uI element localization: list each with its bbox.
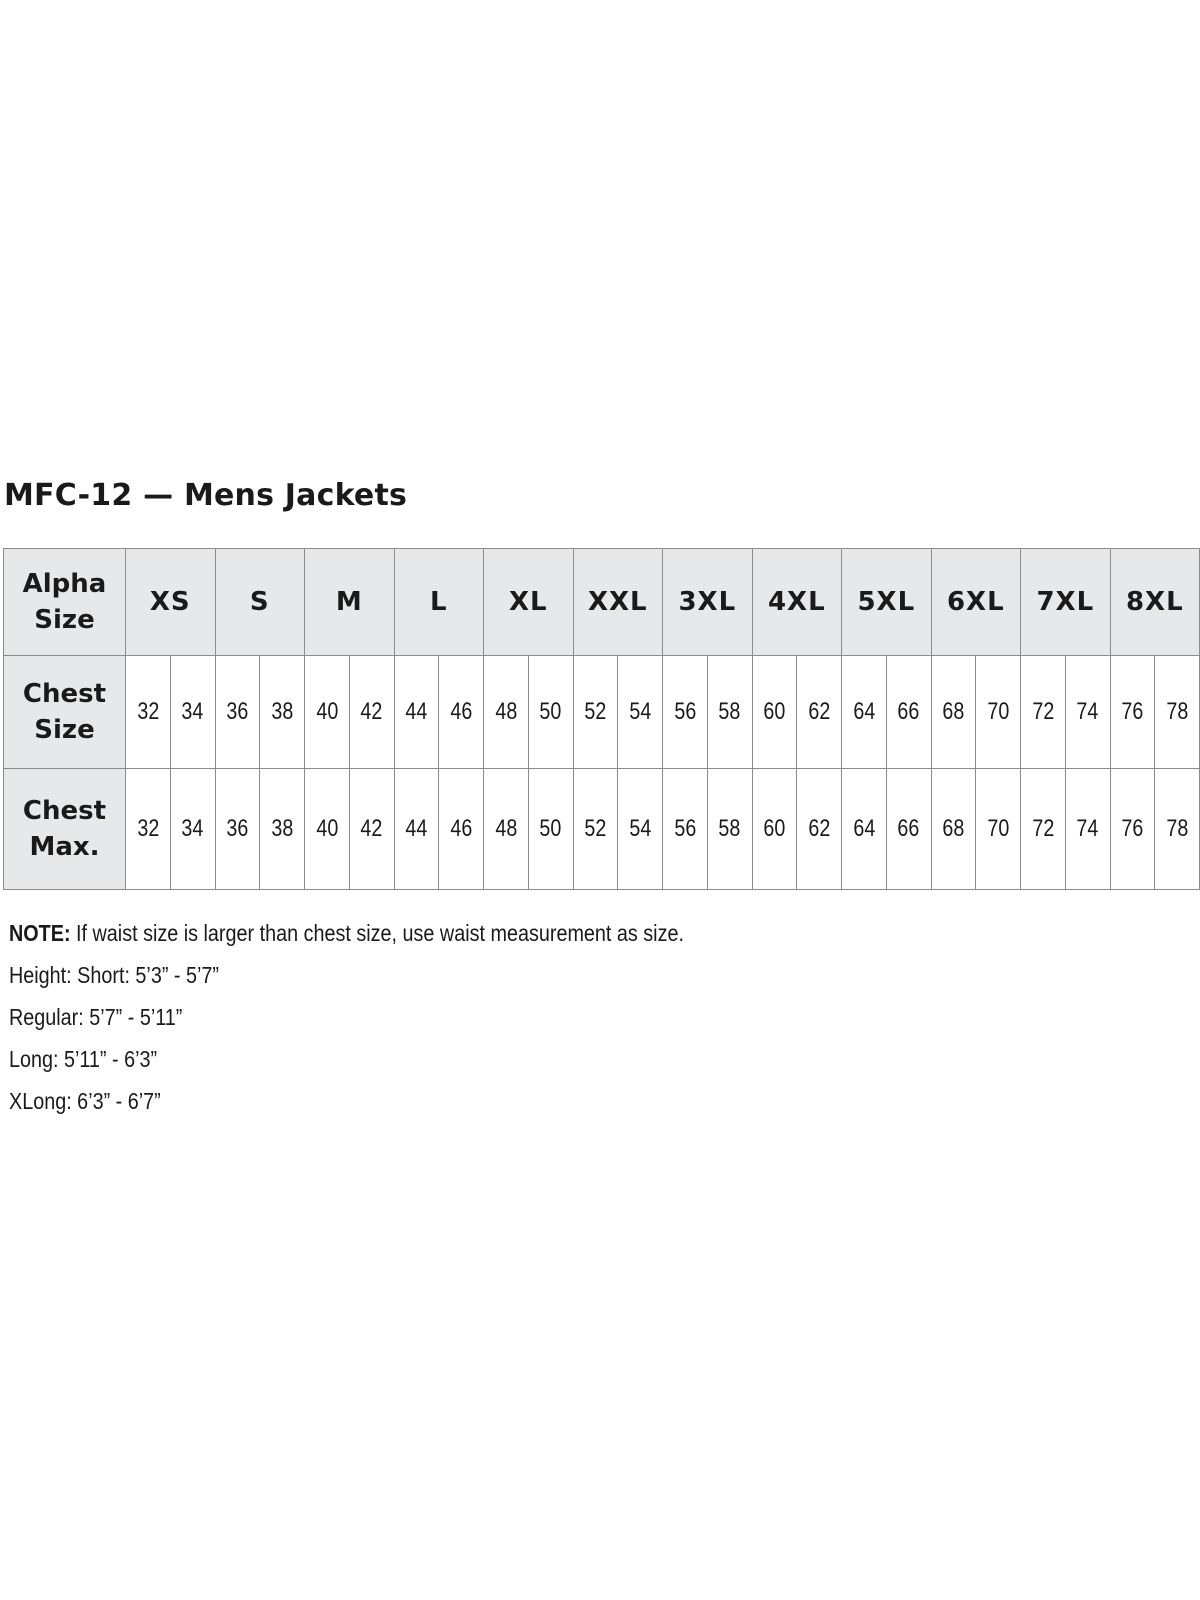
chest-size-cell: 64 <box>842 656 887 769</box>
chest-size-cell: 62 <box>797 656 842 769</box>
alpha-size-cell: 8XL <box>1110 549 1200 656</box>
chest-size-cell: 46 <box>439 656 484 769</box>
chest-max-cell: 34 <box>170 769 215 890</box>
chest-max-cell: 62 <box>797 769 842 890</box>
chest-size-cell: 34 <box>170 656 215 769</box>
chest-max-cell: 64 <box>842 769 887 890</box>
chest-max-cell: 78 <box>1155 769 1200 890</box>
note-text: If waist size is larger than chest size, use waist measurement as size. <box>70 920 684 946</box>
alpha-size-cell: L <box>394 549 484 656</box>
chest-size-cell: 66 <box>886 656 931 769</box>
chest-max-cell: 76 <box>1110 769 1155 890</box>
chest-size-cell: 32 <box>126 656 171 769</box>
chest-max-cell: 42 <box>349 769 394 890</box>
chest-size-label: Chest Size <box>4 656 126 769</box>
chest-max-cell: 52 <box>573 769 618 890</box>
note-label: NOTE: <box>9 920 71 946</box>
chest-size-cell: 54 <box>618 656 663 769</box>
chest-size-cell: 72 <box>1021 656 1066 769</box>
chest-size-cell: 38 <box>260 656 305 769</box>
chest-max-cell: 50 <box>528 769 573 890</box>
chest-max-cell: 36 <box>215 769 260 890</box>
alpha-size-row <box>4 549 1200 656</box>
chest-max-cell: 48 <box>484 769 529 890</box>
chest-max-cell: 54 <box>618 769 663 890</box>
alpha-size-cell: S <box>215 549 305 656</box>
chest-size-cell: 70 <box>976 656 1021 769</box>
chest-size-cell: 40 <box>305 656 350 769</box>
chest-max-cell: 38 <box>260 769 305 890</box>
height-long-line: Long: 5’11” - 6’3” <box>9 1046 158 1072</box>
height-short-line: Height: Short: 5’3” - 5’7” <box>9 962 219 988</box>
chest-size-cell: 44 <box>394 656 439 769</box>
chest-size-cell: 52 <box>573 656 618 769</box>
chest-max-cell: 58 <box>707 769 752 890</box>
chest-max-cell: 56 <box>663 769 708 890</box>
chest-size-cell: 50 <box>528 656 573 769</box>
chest-size-cell: 68 <box>931 656 976 769</box>
chest-size-cell: 78 <box>1155 656 1200 769</box>
height-xlong-line: XLong: 6’3” - 6’7” <box>9 1088 161 1114</box>
alpha-size-cell: 5XL <box>842 549 932 656</box>
chest-size-cell: 42 <box>349 656 394 769</box>
chest-size-cell: 48 <box>484 656 529 769</box>
alpha-size-cell: XS <box>126 549 216 656</box>
chest-max-cell: 32 <box>126 769 171 890</box>
chest-size-cell: 60 <box>752 656 797 769</box>
chest-max-cell: 70 <box>976 769 1021 890</box>
chest-size-row <box>4 656 1200 769</box>
chest-max-cell: 44 <box>394 769 439 890</box>
alpha-size-cell: 3XL <box>663 549 753 656</box>
chest-size-cell: 76 <box>1110 656 1155 769</box>
page-title: MFC-12 — Mens Jackets <box>4 478 408 513</box>
chest-max-cell: 72 <box>1021 769 1066 890</box>
height-regular-line: Regular: 5’7” - 5’11” <box>9 1004 183 1030</box>
chest-max-cell: 60 <box>752 769 797 890</box>
chest-max-cell: 46 <box>439 769 484 890</box>
chest-size-cell: 56 <box>663 656 708 769</box>
alpha-size-cell: M <box>305 549 395 656</box>
alpha-size-cell: XXL <box>573 549 663 656</box>
alpha-size-label: Alpha Size <box>4 549 126 656</box>
chest-max-label: Chest Max. <box>4 769 126 890</box>
chest-max-cell: 74 <box>1065 769 1110 890</box>
chest-size-cell: 74 <box>1065 656 1110 769</box>
chest-max-cell: 66 <box>886 769 931 890</box>
alpha-size-cell: 6XL <box>931 549 1021 656</box>
sizing-notes <box>9 914 794 1124</box>
note-line <box>9 914 684 956</box>
chest-max-row <box>4 769 1200 890</box>
chest-max-cell: 68 <box>931 769 976 890</box>
alpha-size-cell: 4XL <box>752 549 842 656</box>
chest-size-cell: 58 <box>707 656 752 769</box>
size-chart-table <box>3 548 1200 890</box>
chest-size-cell: 36 <box>215 656 260 769</box>
chest-max-cell: 40 <box>305 769 350 890</box>
alpha-size-cell: XL <box>484 549 574 656</box>
alpha-size-cell: 7XL <box>1021 549 1111 656</box>
